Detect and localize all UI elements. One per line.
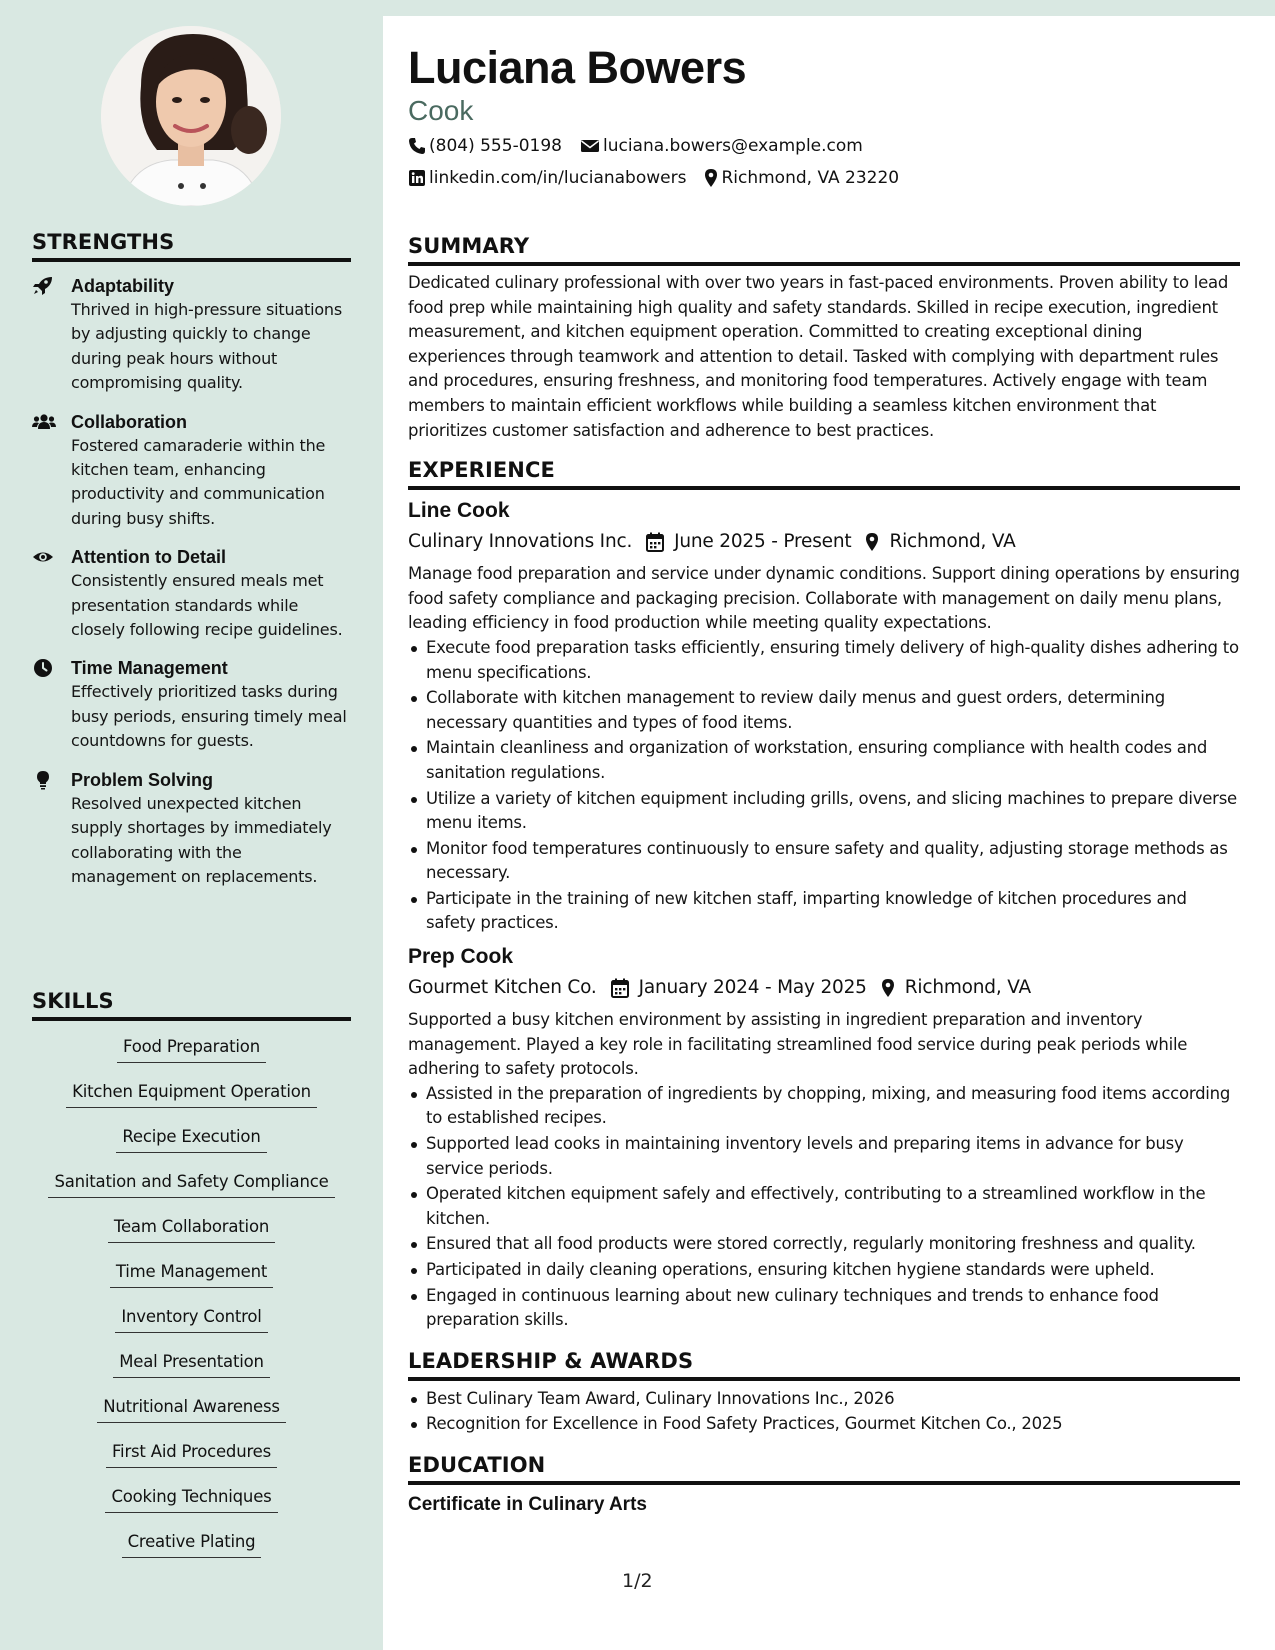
education-title: Certificate in Culinary Arts bbox=[408, 1493, 647, 1515]
skill-item: Team Collaboration bbox=[32, 1215, 351, 1260]
bullet-item: Utilize a variety of kitchen equipment including grills, ovens, and slicing machines to prepare diverse menu items. bbox=[408, 787, 1240, 836]
map-pin-icon bbox=[881, 978, 895, 998]
candidate-role: Cook bbox=[408, 95, 474, 126]
main-column bbox=[408, 16, 1240, 1519]
strengths-heading: STRENGTHS bbox=[32, 228, 351, 262]
strength-desc: Effectively prioritized tasks during busy periods, ensuring timely meal countdowns for guests. bbox=[71, 682, 347, 751]
strength-desc: Consistently ensured meals met presentation standards while closely following recipe guidelines. bbox=[71, 571, 343, 640]
bullet-item: Monitor food temperatures continuously to ensure safety and quality, adjusting storage methods as necessary. bbox=[408, 837, 1240, 886]
strength-item bbox=[32, 274, 351, 396]
skill-item: Kitchen Equipment Operation bbox=[32, 1080, 351, 1125]
page-number: 1/2 bbox=[622, 1570, 653, 1592]
job-description: Supported a busy kitchen environment by assisting in ingredient preparation and inventory management. Played a key role in facilitating streamlined food service during peak periods while adhering to safety protocols. bbox=[408, 1010, 1188, 1079]
strength-item bbox=[32, 410, 351, 532]
skill-item: Inventory Control bbox=[32, 1305, 351, 1350]
job-dates: January 2024 - May 2025 bbox=[638, 977, 867, 999]
job-meta bbox=[408, 972, 1240, 1004]
education-heading: EDUCATION bbox=[408, 1451, 1240, 1485]
users-icon bbox=[32, 412, 54, 432]
bullet-item: Supported lead cooks in maintaining inventory levels and preparing items in advance for busy service periods. bbox=[408, 1132, 1240, 1181]
bullet-item: Assisted in the preparation of ingredients by chopping, mixing, and measuring food items according to established recipes. bbox=[408, 1082, 1240, 1131]
awards-heading: LEADERSHIP & AWARDS bbox=[408, 1347, 1240, 1381]
clock-icon bbox=[32, 658, 54, 678]
skill-item: Creative Plating bbox=[32, 1530, 351, 1575]
bullet-item: Participate in the training of new kitchen staff, imparting knowledge of kitchen procedures and safety practices. bbox=[408, 887, 1240, 936]
awards-section bbox=[408, 1347, 1240, 1437]
strength-item bbox=[32, 545, 351, 642]
eye-icon bbox=[32, 547, 54, 567]
skill-item: Time Management bbox=[32, 1260, 351, 1305]
strength-item bbox=[32, 768, 351, 890]
bullet-item: Engaged in continuous learning about new culinary techniques and trends to enhance food preparation skills. bbox=[408, 1284, 1240, 1333]
rocket-icon bbox=[32, 276, 54, 296]
skill-item: Cooking Techniques bbox=[32, 1485, 351, 1530]
phone-icon bbox=[408, 137, 426, 155]
experience-heading: EXPERIENCE bbox=[408, 456, 1240, 490]
bullet-item: Collaborate with kitchen management to review daily menus and guest orders, determining necessary quantities and types of food items. bbox=[408, 686, 1240, 735]
job-meta bbox=[408, 526, 1240, 558]
job-location: Richmond, VA bbox=[889, 531, 1016, 553]
skill-item: Food Preparation bbox=[32, 1035, 351, 1080]
strength-title: Collaboration bbox=[71, 411, 187, 432]
calendar-icon bbox=[611, 978, 629, 998]
summary-heading: SUMMARY bbox=[408, 232, 1240, 266]
strength-desc: Thrived in high-pressure situations by adjusting quickly to change during peak hours without compromising quality. bbox=[71, 300, 343, 393]
skill-item: Sanitation and Safety Compliance bbox=[32, 1170, 351, 1215]
experience-section bbox=[408, 456, 1240, 1333]
summary-text: Dedicated culinary professional with over two years in fast-paced environments. Proven ability to lead food prep while maintaining high quality and safety standards. Skilled in recipe execution, ingredient measurement, and kitchen equipment operation. Committed to creating exceptional dining experiences through teamwork and attention to detail. Tasked with complying with department rules and procedures, ensuring freshness, and monitoring food temperatures. Actively engage with team members to maintain efficient workflows while building a seamless kitchen environment that prioritizes customer satisfaction and adherence to best practices. bbox=[408, 273, 1229, 440]
strength-title: Adaptability bbox=[71, 276, 175, 296]
job-bullets bbox=[408, 636, 1240, 936]
location-contact: Richmond, VA 23220 bbox=[704, 162, 899, 194]
job-entry bbox=[408, 942, 1240, 1333]
award-item: Best Culinary Team Award, Culinary Innovations Inc., 2026 bbox=[408, 1387, 1240, 1412]
job-entry bbox=[408, 496, 1240, 936]
contact-row bbox=[408, 130, 1240, 162]
job-bullets bbox=[408, 1082, 1240, 1333]
bullet-item: Maintain cleanliness and organization of workstation, ensuring compliance with health codes and sanitation regulations. bbox=[408, 736, 1240, 785]
strengths-section bbox=[32, 228, 351, 903]
strength-title: Problem Solving bbox=[71, 769, 214, 790]
strength-desc: Fostered camaraderie within the kitchen team, enhancing productivity and communication during busy shifts. bbox=[71, 435, 326, 528]
phone-contact[interactable]: (804) 555-0198 bbox=[408, 130, 562, 162]
bullet-item: Participated in daily cleaning operations, ensuring kitchen hygiene standards were upheld. bbox=[408, 1258, 1240, 1283]
linkedin-contact[interactable]: linkedin.com/in/lucianabowers bbox=[408, 162, 686, 194]
job-title: Line Cook bbox=[408, 499, 510, 523]
email-contact[interactable]: luciana.bowers@example.com bbox=[580, 130, 863, 162]
job-location: Richmond, VA bbox=[904, 977, 1031, 999]
awards-list bbox=[408, 1387, 1240, 1437]
linkedin-icon bbox=[408, 169, 426, 187]
bullet-item: Ensured that all food products were stored correctly, regularly monitoring freshness and quality. bbox=[408, 1232, 1240, 1257]
envelope-icon bbox=[580, 138, 600, 154]
candidate-name: Luciana Bowers bbox=[408, 42, 747, 93]
skill-item: Recipe Execution bbox=[32, 1125, 351, 1170]
job-description: Manage food preparation and service under dynamic conditions. Support dining operations by ensuring food safety compliance and packaging precision. Collaborate with management on daily menu plans, leading efficiency in food production while meeting quality expectations. bbox=[408, 564, 1240, 633]
skill-item: Meal Presentation bbox=[32, 1350, 351, 1395]
skill-item: Nutritional Awareness bbox=[32, 1395, 351, 1440]
bullet-item: Operated kitchen equipment safely and effectively, contributing to a streamlined workflow in the kitchen. bbox=[408, 1182, 1240, 1231]
skills-heading: SKILLS bbox=[32, 987, 351, 1021]
skill-item: First Aid Procedures bbox=[32, 1440, 351, 1485]
job-company: Gourmet Kitchen Co. bbox=[408, 977, 597, 999]
top-band bbox=[383, 0, 1275, 16]
award-item: Recognition for Excellence in Food Safety Practices, Gourmet Kitchen Co., 2025 bbox=[408, 1412, 1240, 1437]
skills-section bbox=[32, 987, 351, 1575]
strength-title: Time Management bbox=[71, 658, 228, 679]
map-pin-icon bbox=[704, 168, 718, 188]
calendar-icon bbox=[646, 532, 664, 552]
summary-section bbox=[408, 232, 1240, 443]
strength-item bbox=[32, 656, 351, 753]
strength-desc: Resolved unexpected kitchen supply shortages by immediately collaborating with the management on replacements. bbox=[71, 793, 332, 886]
education-section bbox=[408, 1451, 1240, 1519]
job-title: Prep Cook bbox=[408, 945, 514, 969]
map-pin-icon bbox=[865, 532, 879, 552]
strength-title: Attention to Detail bbox=[71, 547, 226, 568]
lightbulb-icon bbox=[32, 770, 54, 790]
bullet-item: Execute food preparation tasks efficiently, ensuring timely delivery of high-quality dishes adhering to menu specifications. bbox=[408, 636, 1240, 685]
profile-photo bbox=[101, 26, 281, 206]
job-company: Culinary Innovations Inc. bbox=[408, 531, 633, 553]
job-dates: June 2025 - Present bbox=[674, 531, 852, 553]
contact-row bbox=[408, 162, 1240, 194]
